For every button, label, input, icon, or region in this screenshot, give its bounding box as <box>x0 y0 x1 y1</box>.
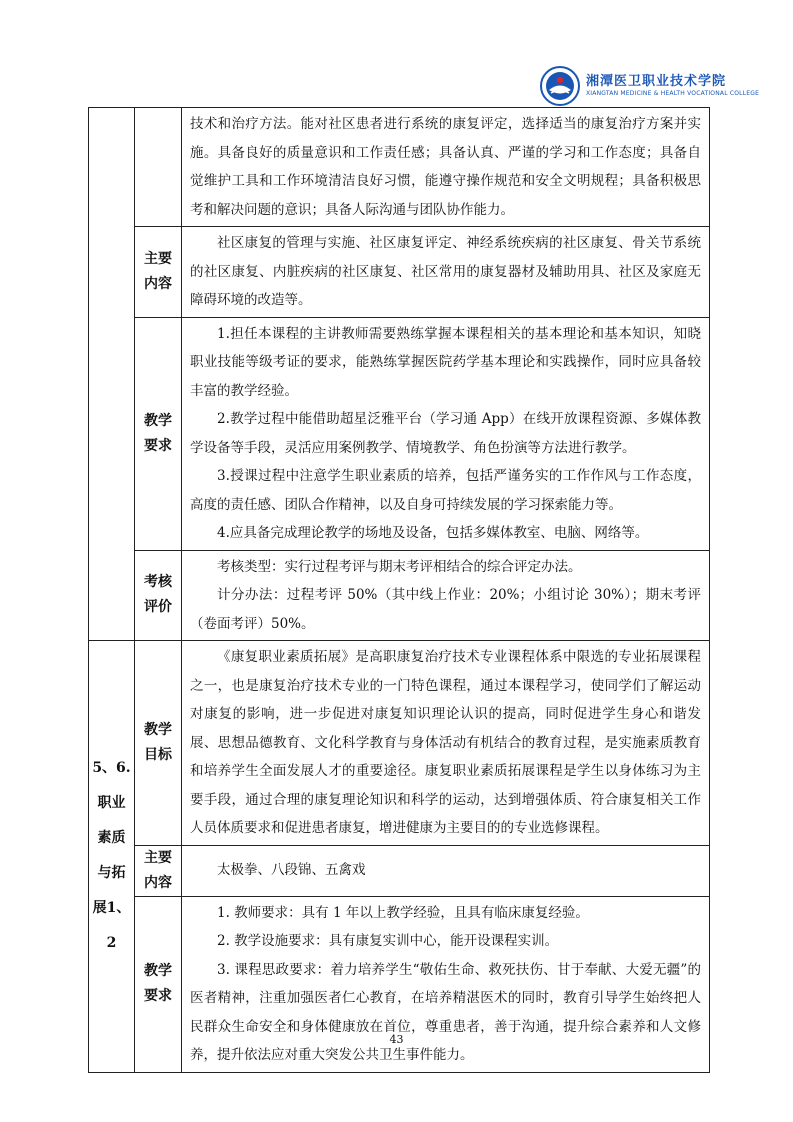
row-label-line: 教学 <box>144 721 172 738</box>
table-row <box>89 845 710 896</box>
course-label-line: 与拓 <box>97 865 126 882</box>
content-cell <box>182 550 710 641</box>
table-row <box>89 550 710 641</box>
course-label-line: 展1、 <box>92 900 131 917</box>
content-paragraph: 3.授课过程中注意学生职业素质的培养，包括严谨务实的工作作风与工作态度，高度的责任感、团队合作精神，以及自身可持续发展的学习探索能力等。 <box>190 468 701 513</box>
row-label-line: 考核 <box>144 574 172 591</box>
row-label-line: 主要 <box>144 849 172 866</box>
content-cell <box>182 227 710 318</box>
table-row <box>89 227 710 318</box>
row-label-line: 内容 <box>144 275 172 292</box>
content-paragraph: 《康复职业素质拓展》是高职康复治疗技术专业课程体系中限选的专业拓展课程之一，也是康复治疗技术专业的一门特色课程，通过本课程学习，使同学们了解运动对康复的影响，进一步促进对康复知识理论认识的提高，同时促进学生身心和谐发展、思想品德教育、文化科学教育与身体活动有机结合的教育过程，是实施素质教育和培养学生全面发展人才的重要途径。康复职业素质拓展课程是学生以身体练习为主要手段，通过合理的康复理论知识和科学的运动，达到增强体质、符合康复相关工作人员体质要求和促进患者康复，增进健康为主要目的的专业选修课程。 <box>190 649 701 836</box>
content-paragraph: 1. 教师要求：具有 1 年以上教学经验，且具有临床康复经验。 <box>217 904 589 921</box>
school-name-en: XIANGTAN MEDICINE & HEALTH VOCATIONAL COLLEGE <box>586 90 760 97</box>
row-label-line: 目标 <box>144 746 172 763</box>
course-table <box>88 107 710 1073</box>
course-label-line: 5、6. <box>92 760 131 777</box>
row-label <box>135 845 182 896</box>
row-label <box>135 317 182 550</box>
course-label-line: 2 <box>106 935 117 952</box>
content-paragraph: 3. 课程思政要求：着力培养学生“敬佑生命、救死扶伤、甘于奉献、大爱无疆”的医者精神，注重加强医者仁心教育，在培养精湛医术的同时，教育引导学生始终把人民群众生命安全和身体健康放在首位，尊重患者，善于沟通，提升综合素养和人文修养，提升依法应对重大突发公共卫生事件能力。 <box>190 961 701 1063</box>
content-paragraph: 社区康复的管理与实施、社区康复评定、神经系统疾病的社区康复、骨关节系统的社区康复、内脏疾病的社区康复、社区常用的康复器材及辅助用具、社区及家庭无障碍环境的改造等。 <box>190 235 701 308</box>
college-logo-icon <box>540 66 580 106</box>
table-row <box>89 108 710 227</box>
content-cell <box>182 317 710 550</box>
content-cell <box>182 108 710 227</box>
row-label-line: 评价 <box>144 599 172 616</box>
row-label-line: 教学 <box>144 412 172 429</box>
continuation-text: 技术和治疗方法。能对社区患者进行系统的康复评定，选择适当的康复治疗方案并实施。具备良好的质量意识和工作责任感；具备认真、严谨的学习和工作态度；具备自觉维护工具和工作环境清洁良好习惯，能遵守操作规范和安全文明规程；具备积极思考和解决问题的意识；具备人际沟通与团队协作能力。 <box>190 116 701 218</box>
table-row <box>89 641 710 846</box>
course-label-line: 素质 <box>97 830 126 847</box>
content-paragraph: 2.教学过程中能借助超星泛雅平台（学习通 App）在线开放课程资源、多媒体教学设备等手段，灵活应用案例教学、情境教学、角色扮演等方法进行教学。 <box>190 411 701 456</box>
course-label-cell-empty <box>89 108 135 641</box>
school-name-cn: 湘潭医卫职业技术学院 <box>586 74 727 89</box>
row-label-line: 教学 <box>144 963 172 979</box>
row-label-line: 内容 <box>144 874 172 891</box>
course-label-cell <box>89 641 135 1073</box>
content-paragraph: 太极拳、八段锦、五禽戏 <box>217 862 366 879</box>
content-paragraph: 考核类型：实行过程考评与期末考评相结合的综合评定办法。 <box>217 558 582 575</box>
content-paragraph: 计分办法：过程考评 50%（其中线上作业：20%；小组讨论 30%）；期末考评（卷面考评）50%。 <box>190 587 701 632</box>
content-paragraph: 2. 教学设施要求：具有康复实训中心，能开设课程实训。 <box>217 933 559 949</box>
content-cell <box>182 845 710 896</box>
row-label-line: 主要 <box>144 250 172 267</box>
content-paragraph: 1.担任本课程的主讲教师需要熟练掌握本课程相关的基本理论和基本知识，知晓职业技能等级考证的要求，能熟练掌握医院药学基本理论和实践操作，同时应具备较丰富的教学经验。 <box>190 325 701 399</box>
content-paragraph: 4.应具备完成理论教学的场地及设备，包括多媒体教室、电脑、网络等。 <box>217 525 649 541</box>
row-label-line: 要求 <box>144 988 172 1004</box>
row-label <box>135 641 182 846</box>
table-row <box>89 317 710 550</box>
page-number: 43 <box>389 1033 404 1046</box>
row-label-line: 要求 <box>144 437 172 454</box>
row-label <box>135 227 182 318</box>
course-label-line: 职业 <box>97 795 126 812</box>
row-label <box>135 550 182 641</box>
content-cell <box>182 641 710 846</box>
label-cell-empty <box>135 108 182 227</box>
page-header <box>540 64 780 108</box>
